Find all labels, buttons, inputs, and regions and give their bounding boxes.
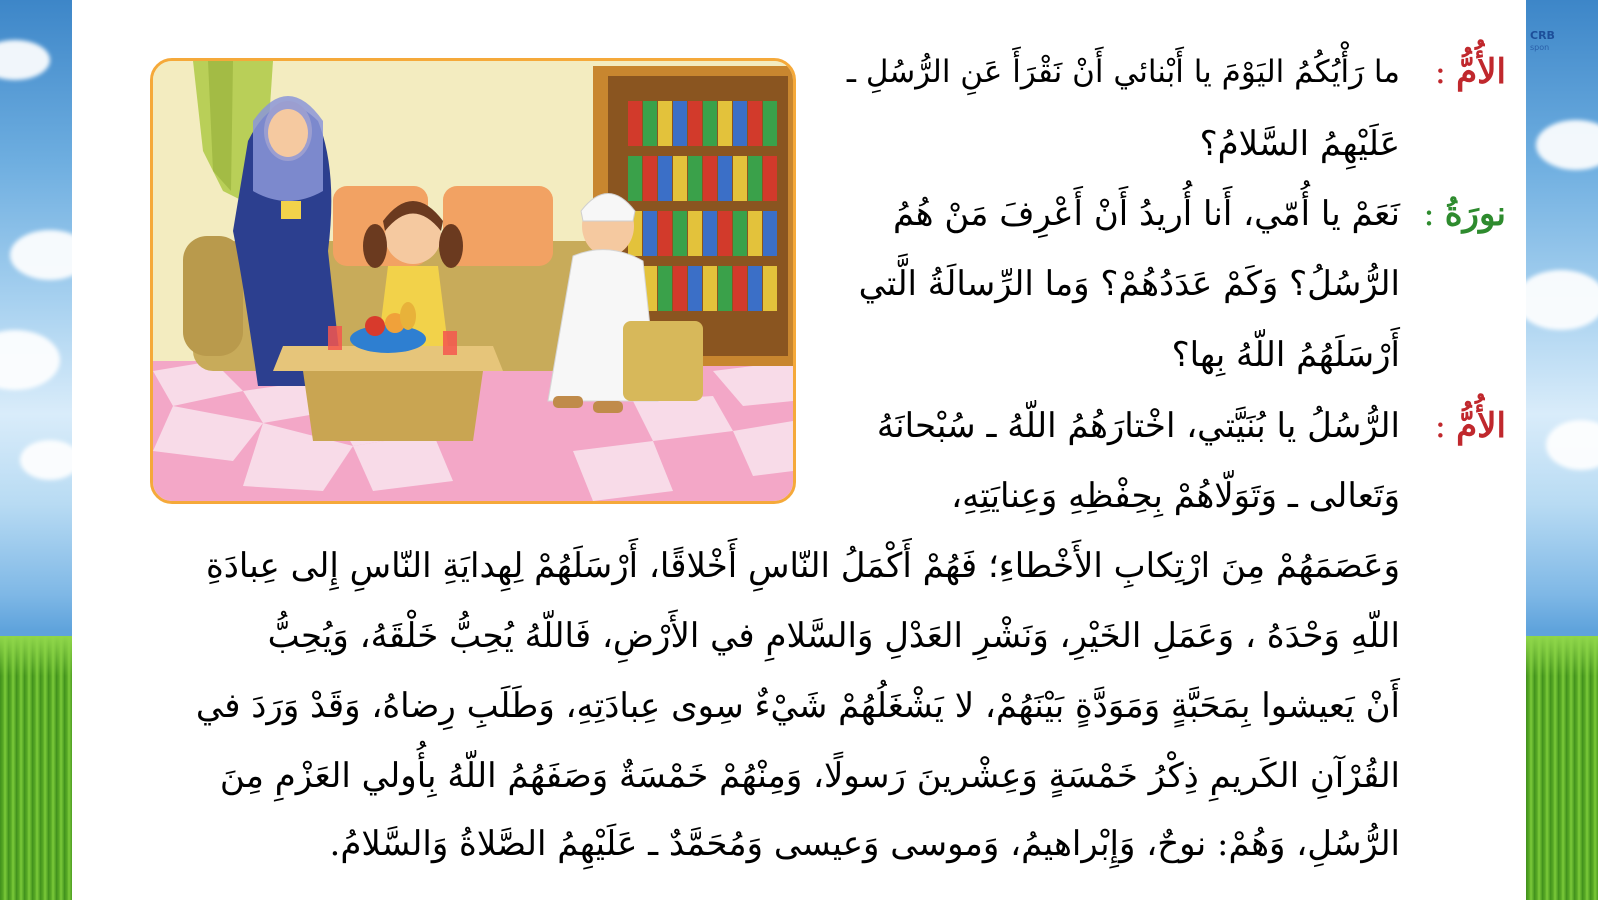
speaker-label-mother: الأُمُّ: (1434, 406, 1506, 446)
paragraph-line: اللّهِ وَحْدَهُ ، وَعَمَلِ الخَيْرِ، وَنَشْرِ العَدْلِ وَالسَّلامِ في الأَرْضِ، فَاللّهُ يُحِبُّ خَلْقَهُ، وَيُحِبُّ (267, 616, 1400, 656)
cloud (0, 330, 60, 390)
speaker-name: الأُمُّ (1456, 52, 1506, 92)
book-page (72, 0, 1526, 900)
cloud (10, 230, 72, 280)
cloud (1536, 120, 1598, 170)
paragraph-line: وَعَصَمَهُمْ مِنَ ارْتِكابِ الأَخْطاءِ؛ فَهُمْ أَكْمَلُ النّاسِ أَخْلاقًا، أَرْسَلَهُمْ لِهِدايَةِ النّاسِ إِلى عِبادَةِ (205, 546, 1400, 586)
watermark-logo (1530, 30, 1555, 54)
right-sky-background (1526, 0, 1598, 900)
paragraph-line: القُرْآنِ الكَريمِ ذِكْرُ خَمْسَةٍ وَعِشْرينَ رَسولًا، وَمِنْهُمْ خَمْسَةٌ وَصَفَهُمُ اللّهُ بِأُولي العَزْمِ مِنَ (219, 756, 1400, 796)
dialogue-line: ما رَأْيُكُمُ اليَوْمَ يا أَبْنائي أَنْ نَقْرَأَ عَنِ الرُّسُلِ ـ (846, 54, 1400, 90)
speaker-name: نورَةُ (1444, 194, 1506, 234)
dialogue-line: عَلَيْهِمُ السَّلامُ؟ (1199, 124, 1400, 164)
cloud (0, 40, 50, 80)
watermark-sub: spon (1530, 43, 1550, 52)
cloud (1526, 270, 1598, 330)
paragraph-line: أَنْ يَعيشوا بِمَحَبَّةٍ وَمَوَدَّةٍ بَيْنَهُمْ، لا يَشْغَلُهُمْ شَيْءٌ سِوى عِبادَتِهِ، وَطَلَبِ رِضاهُ، وَقَدْ وَرَدَ في (195, 686, 1400, 726)
speaker-label-mother: الأُمُّ: (1434, 52, 1506, 92)
dialogue-line: أَرْسَلَهُمُ اللّهُ بِها؟ (1171, 335, 1400, 375)
watermark-brand: CRB (1530, 29, 1555, 42)
dialogue-line: الرُّسُلُ يا بُنَيَّتي، اخْتارَهُمُ اللّهُ ـ سُبْحانَهُ (876, 406, 1400, 446)
speaker-label-noura: نورَةُ: (1423, 194, 1506, 234)
dialogue-line: الرُّسُلُ؟ وَكَمْ عَدَدُهُمْ؟ وَما الرِّسالَةُ الَّتي (858, 264, 1400, 304)
dialogue-line: نَعَمْ يا أُمّي، أَنا أُريدُ أَنْ أَعْرِفَ مَنْ هُمُ (893, 194, 1400, 234)
cloud (1546, 420, 1598, 470)
paragraph-line: الرُّسُلِ، وَهُمْ: نوحٌ، وَإِبْراهيمُ، وَموسى وَعيسى وَمُحَمَّدٌ ـ عَلَيْهِمُ الصَّلاةُ وَالسَّلامُ. (329, 824, 1400, 864)
grass (0, 636, 72, 900)
left-sky-background (0, 0, 72, 900)
dialogue-line: وَتَعالى ـ وَتَوَلّاهُمْ بِحِفْظِهِ وَعِنايَتِهِ، (951, 476, 1400, 516)
cloud (20, 440, 72, 480)
grass (1526, 636, 1598, 900)
speaker-name: الأُمُّ (1456, 406, 1506, 446)
family-illustration (150, 58, 796, 504)
scene-svg (153, 61, 793, 501)
